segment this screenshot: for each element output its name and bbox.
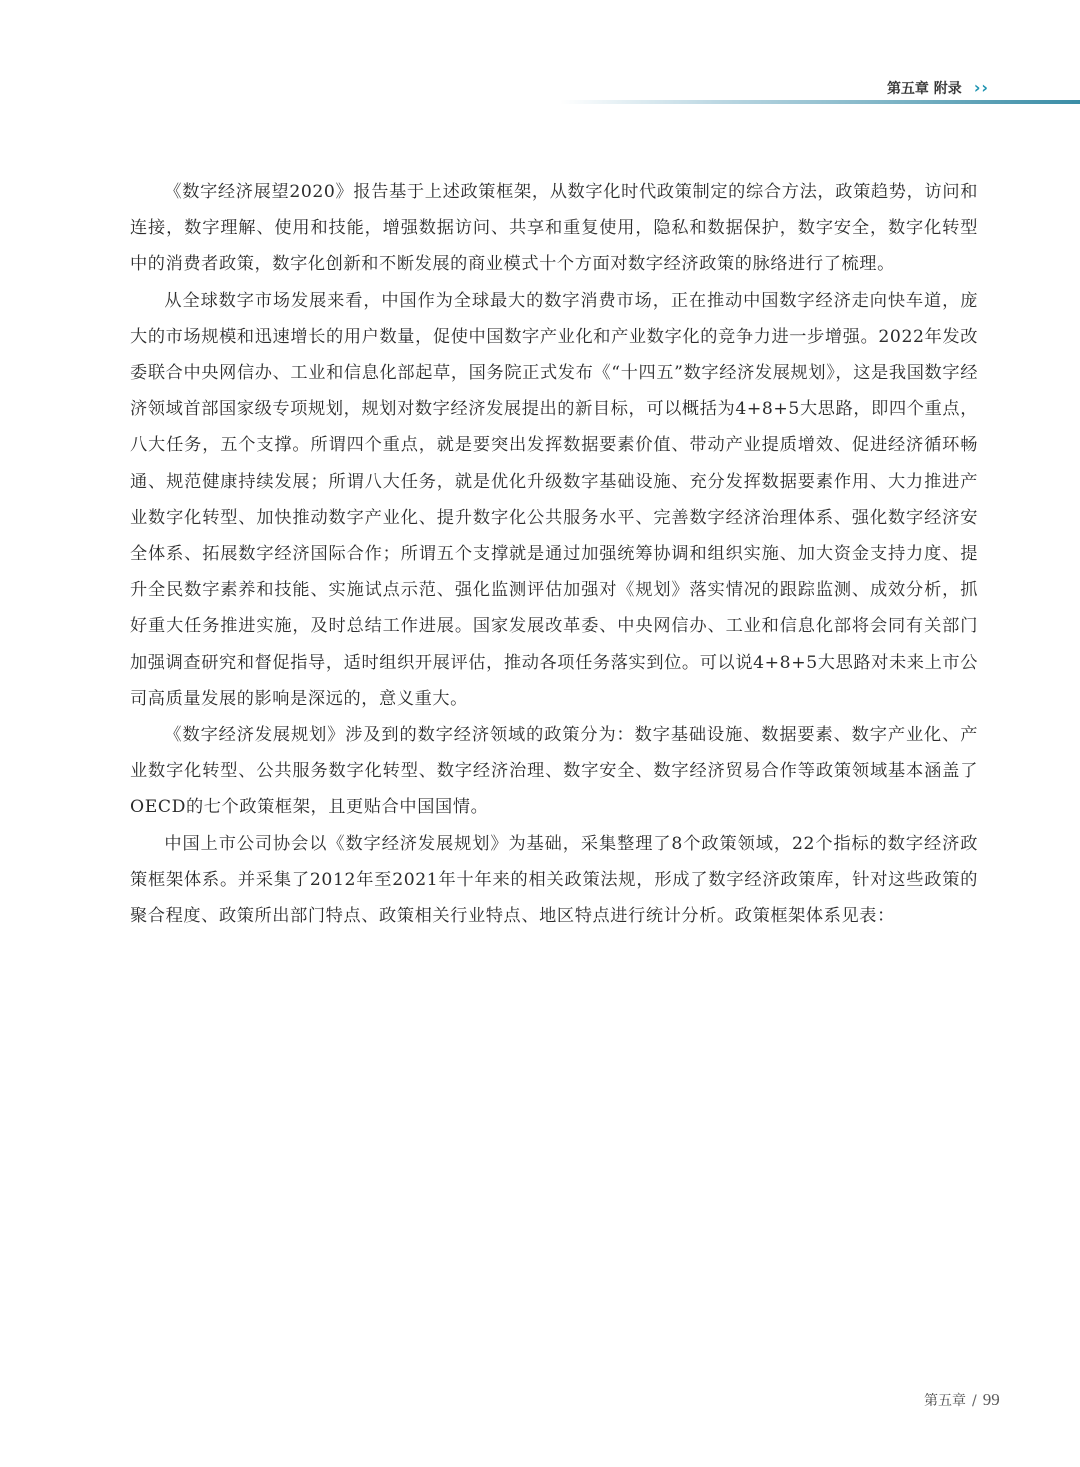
paragraph-4: 中国上市公司协会以《数字经济发展规划》为基础，采集整理了8个政策领域，22个指标的数字经济政策框架体系。并采集了2012年至2021年十年来的相关政策法规，形成了数字经济政策库，针对这些政策的聚合程度、政策所出部门特点、政策相关行业特点、地区特点进行统计分析。政策框架体系见表： <box>130 833 978 927</box>
body-text <box>130 174 978 934</box>
footer-chapter: 第五章 <box>924 1393 966 1409</box>
paragraph-1: 《数字经济展望2020》报告基于上述政策框架，从数字化时代政策制定的综合方法，政策趋势，访问和连接，数字理解、使用和技能，增强数据访问、共享和重复使用，隐私和数据保护，数字安全，数字化转型中的消费者政策，数字化创新和不断发展的商业模式十个方面对数字经济政策的脉络进行了梳理。 <box>130 182 978 275</box>
paragraph-2: 从全球数字市场发展来看，中国作为全球最大的数字消费市场，正在推动中国数字经济走向快车道，庞大的市场规模和迅速增长的用户数量，促使中国数字产业化和产业数字化的竞争力进一步增强。2022年发改委联合中央网信办、工业和信息化部起草，国务院正式发布《“十四五”数字经济发展规划》，这是我国数字经济领域首部国家级专项规划，规划对数字经济发展提出的新目标，可以概括为4+8+5大思路，即四个重点，八大任务，五个支撑。所谓四个重点，就是要突出发挥数据要素价值、带动产业提质增效、促进经济循环畅通、规范健康持续发展；所谓八大任务，就是优化升级数字基础设施、充分发挥数据要素作用、大力推进产业数字化转型、加快推动数字产业化、提升数字化公共服务水平、完善数字经济治理体系、强化数字经济安全体系、拓展数字经济国际合作；所谓五个支撑就是通过加强统筹协调和组织实施、加大资金支持力度、提升全民数字素养和技能、实施试点示范、强化监测评估加强对《规划》落实情况的跟踪监测、成效分析，抓好重大任务推进实施，及时总结工作进展。国家发展改革委、中央网信办、工业和信息化部将会同有关部门加强调查研究和督促指导，适时组织开展评估，推动各项任务落实到位。可以说4+8+5大思路对未来上市公司高质量发展的影响是深远的，意义重大。 <box>130 290 978 709</box>
paragraph-3: 《数字经济发展规划》涉及到的数字经济领域的政策分为：数字基础设施、数据要素、数字产业化、产业数字化转型、公共服务数字化转型、数字经济治理、数字安全、数字经济贸易合作等政策领域基本涵盖了OECD的七个政策框架，且更贴合中国国情。 <box>130 725 978 818</box>
footer-separator: / <box>972 1393 977 1409</box>
page-number: 99 <box>982 1390 1000 1409</box>
double-chevron-right-icon: › › <box>973 78 988 97</box>
page-footer <box>924 1390 1000 1410</box>
header-divider <box>560 100 1080 104</box>
running-header <box>887 78 988 98</box>
chapter-title: 第五章 附录 <box>886 81 962 97</box>
